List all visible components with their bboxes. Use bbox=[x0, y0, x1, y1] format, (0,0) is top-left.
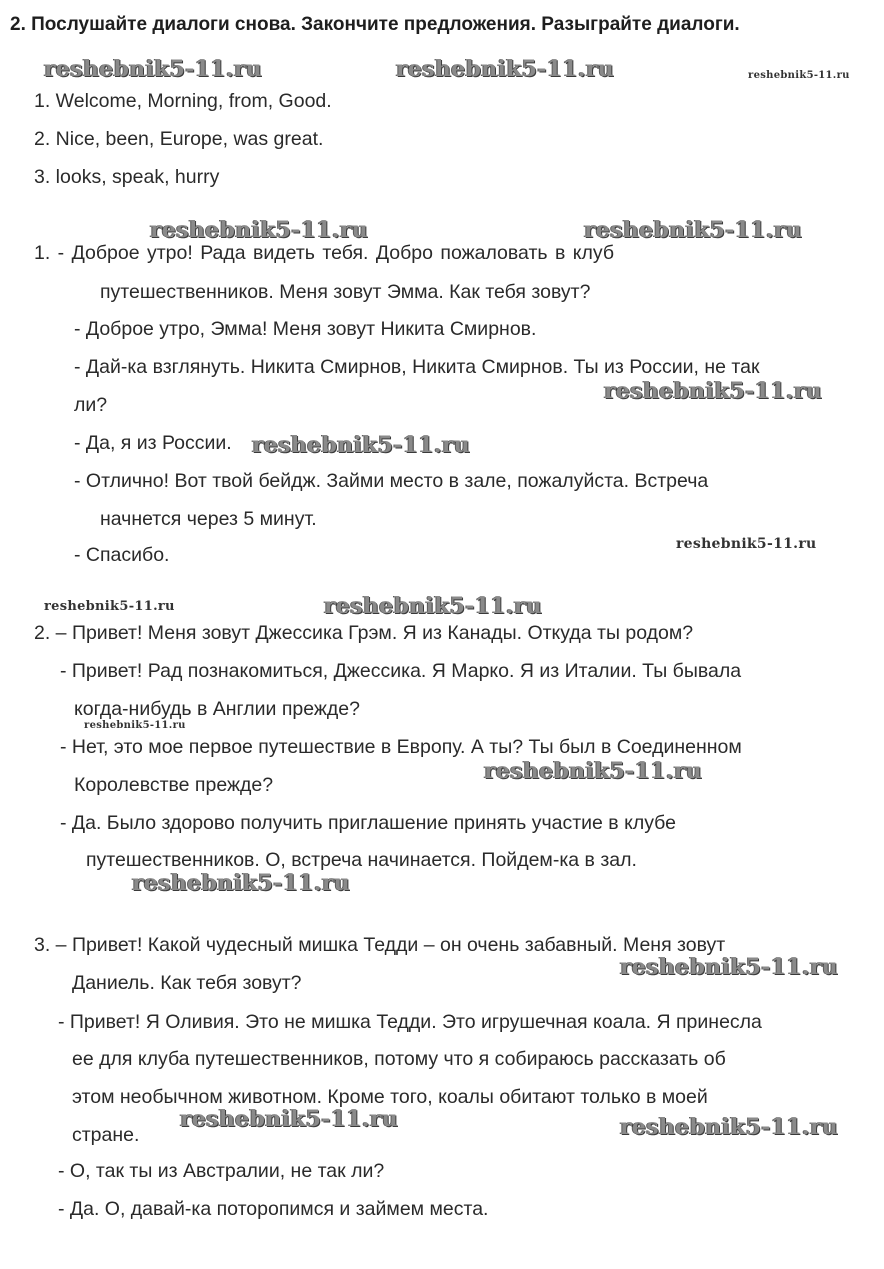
watermark: reshebnik5-11.ru bbox=[620, 1114, 839, 1140]
watermark: reshebnik5-11.ru bbox=[252, 432, 471, 458]
watermark: reshebnik5-11.ru bbox=[324, 593, 543, 619]
watermark: reshebnik5-11.ru bbox=[44, 56, 263, 82]
dialog1-line1a: 1. - Доброе утро! Рада видеть тебя. Добро пожаловать в клуб bbox=[34, 242, 615, 264]
dialog1-line2: - Доброе утро, Эмма! Меня зовут Никита Смирнов. bbox=[74, 318, 537, 340]
watermark: reshebnik5-11.ru bbox=[150, 217, 369, 243]
watermark: reshebnik5-11.ru bbox=[620, 954, 839, 980]
exercise-title: 2. Послушайте диалоги снова. Закончите предложения. Разыграйте диалоги. bbox=[10, 14, 740, 35]
dialog2-line3b: Королевстве прежде? bbox=[74, 774, 274, 796]
watermark: reshebnik5-11.ru bbox=[604, 378, 823, 404]
dialog3-line2a: - Привет! Я Оливия. Это не мишка Тедди. Это игрушечная коала. Я принесла bbox=[58, 1011, 762, 1033]
answer-1: 1. Welcome, Morning, from, Good. bbox=[34, 90, 332, 112]
dialog2-line1: 2. – Привет! Меня зовут Джессика Грэм. Я из Канады. Откуда ты родом? bbox=[34, 622, 694, 644]
dialog2-line3a: - Нет, это мое первое путешествие в Европу. А ты? Ты был в Соединенном bbox=[60, 736, 742, 758]
dialog3-line4: - Да. О, давай-ка поторопимся и займем места. bbox=[58, 1198, 489, 1220]
dialog3-line2b: ее для клуба путешественников, потому что я собираюсь рассказать об bbox=[72, 1048, 726, 1070]
dialog1-line6: - Спасибо. bbox=[74, 544, 170, 566]
watermark: reshebnik5-11.ru bbox=[484, 758, 703, 784]
watermark: reshebnik5-11.ru bbox=[584, 217, 803, 243]
watermark: reshebnik5-11.ru bbox=[748, 70, 850, 81]
dialog1-line5a: - Отлично! Вот твой бейдж. Займи место в зале, пожалуйста. Встреча bbox=[74, 470, 709, 492]
answer-2: 2. Nice, been, Europe, was great. bbox=[34, 128, 324, 150]
dialog3-line1b: Даниель. Как тебя зовут? bbox=[72, 972, 302, 994]
dialog3-line2d: стране. bbox=[72, 1124, 140, 1146]
dialog1-line3b: ли? bbox=[74, 394, 108, 416]
answer-3: 3. looks, speak, hurry bbox=[34, 166, 220, 188]
dialog3-line3: - О, так ты из Австралии, не так ли? bbox=[58, 1160, 385, 1182]
dialog2-line4b: путешественников. О, встреча начинается. Пойдем-ка в зал. bbox=[86, 849, 637, 871]
watermark: reshebnik5-11.ru bbox=[44, 599, 175, 614]
watermark: reshebnik5-11.ru bbox=[132, 870, 351, 896]
watermark: reshebnik5-11.ru bbox=[396, 56, 615, 82]
dialog1-line5b: начнется через 5 минут. bbox=[100, 508, 317, 530]
dialog2-line2b: когда-нибудь в Англии прежде? bbox=[74, 698, 360, 720]
dialog1-line1b: путешественников. Меня зовут Эмма. Как тебя зовут? bbox=[100, 281, 591, 303]
watermark: reshebnik5-11.ru bbox=[676, 536, 817, 552]
dialog2-line2a: - Привет! Рад познакомиться, Джессика. Я Марко. Я из Италии. Ты бывала bbox=[60, 660, 742, 682]
dialog3-line2c: этом необычном животном. Кроме того, коалы обитают только в моей bbox=[72, 1086, 708, 1108]
watermark: reshebnik5-11.ru bbox=[84, 720, 186, 731]
watermark: reshebnik5-11.ru bbox=[180, 1106, 399, 1132]
dialog1-line3a: - Дай-ка взглянуть. Никита Смирнов, Никита Смирнов. Ты из России, не так bbox=[74, 356, 760, 378]
dialog3-line1a: 3. – Привет! Какой чудесный мишка Тедди – он очень забавный. Меня зовут bbox=[34, 934, 726, 956]
dialog2-line4a: - Да. Было здорово получить приглашение принять участие в клубе bbox=[60, 812, 676, 834]
dialog1-line4: - Да, я из России. bbox=[74, 432, 232, 454]
